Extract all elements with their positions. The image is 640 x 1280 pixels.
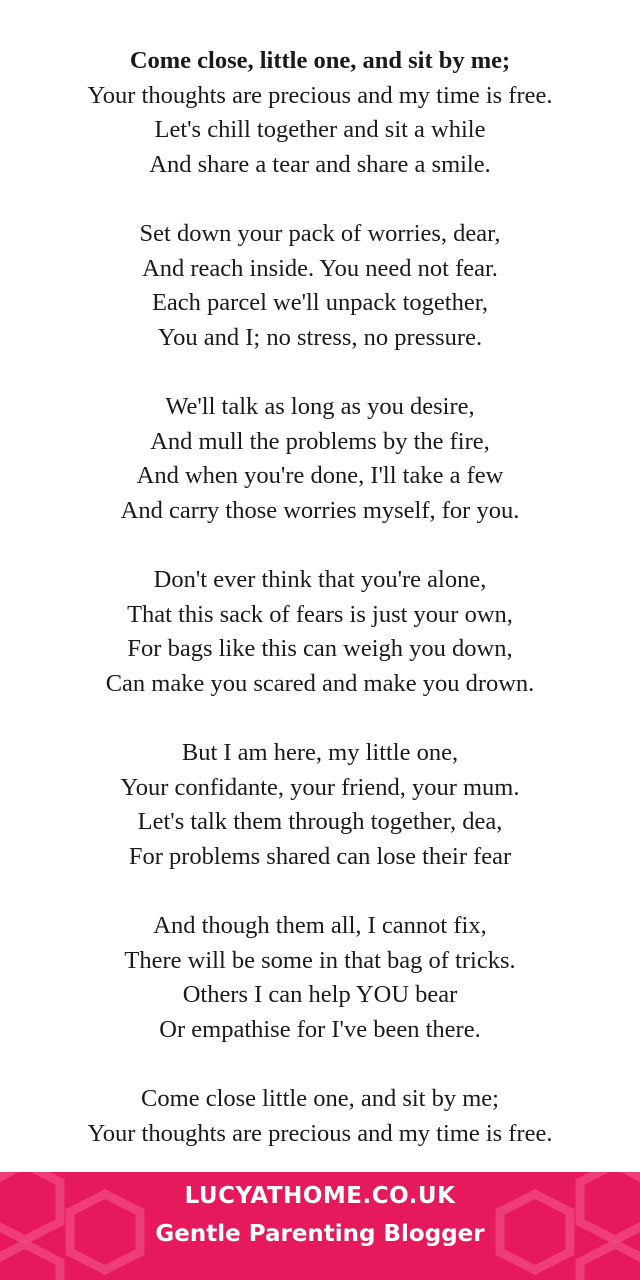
poem-line: Your thoughts are precious and my time is free. xyxy=(87,1119,553,1147)
poem-line: Or empathise for I've been there. xyxy=(159,1015,481,1043)
poem-line: Let's chill together and sit a while xyxy=(154,116,486,143)
site-tagline: Gentle Parenting Blogger xyxy=(155,1221,485,1247)
stanza xyxy=(0,909,640,1047)
poem-line: Can make you scared and make you drown. xyxy=(105,669,535,697)
poem-line: Others I can help YOU bear xyxy=(182,981,458,1008)
poem-line: And carry those worries myself, for you. xyxy=(120,496,520,524)
poem-line: Set down your pack of worries, dear, xyxy=(139,220,501,247)
site-name[interactable]: LUCYATHOME.CO.UK xyxy=(184,1183,456,1209)
stanza xyxy=(0,217,640,355)
poem-line: And mull the problems by the fire, xyxy=(150,427,490,455)
poem-line: You and I; no stress, no pressure. xyxy=(157,323,483,351)
poem-line: And when you're done, I'll take a few xyxy=(136,462,504,489)
stanza xyxy=(0,44,640,182)
poem xyxy=(0,44,640,1186)
poem-line: And reach inside. You need not fear. xyxy=(142,254,498,282)
stanza xyxy=(0,736,640,874)
poem-line: And share a tear and share a smile. xyxy=(149,150,491,178)
stanza xyxy=(0,390,640,528)
poem-line: Don't ever think that you're alone, xyxy=(153,566,487,593)
poem-line: Let's talk them through together, dea, xyxy=(137,808,503,835)
poem-line: But I am here, my little one, xyxy=(181,739,459,766)
poem-line: For bags like this can weigh you down, xyxy=(127,635,513,662)
poem-line: For problems shared can lose their fear xyxy=(128,842,512,870)
poem-line: Come close little one, and sit by me; xyxy=(141,1085,499,1112)
poem-line: That this sack of fears is just your own, xyxy=(127,600,513,628)
stanza xyxy=(0,1082,640,1151)
stanza xyxy=(0,563,640,701)
poem-line: Your thoughts are precious and my time is free. xyxy=(87,81,553,109)
poem-line: And though them all, I cannot fix, xyxy=(153,912,487,939)
poem-title-line: Come close, little one, and sit by me; xyxy=(129,47,511,74)
poem-line: Each parcel we'll unpack together, xyxy=(151,289,489,316)
poem-line: We'll talk as long as you desire, xyxy=(165,393,475,420)
poem-line: There will be some in that bag of tricks. xyxy=(124,946,516,974)
poem-line: Your confidante, your friend, your mum. xyxy=(120,773,520,801)
footer-banner xyxy=(0,1172,640,1280)
